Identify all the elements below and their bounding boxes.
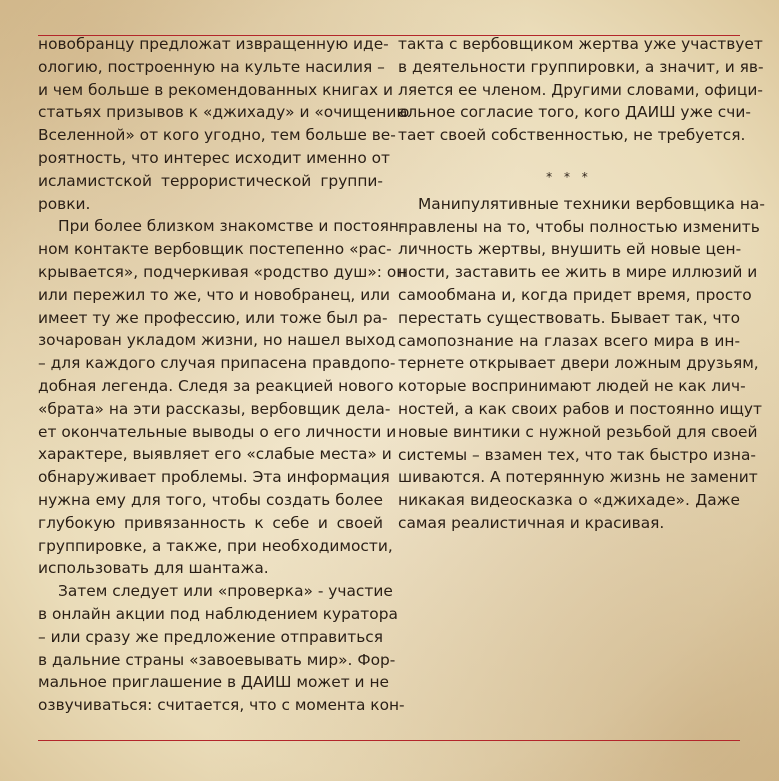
paragraph-start: При более близком знакомстве и постоян- [58,217,405,236]
text-line: озвучиваться: считается, что с момента кон- [38,696,405,715]
text-line: никакая видеосказка о «джихаде». Даже [398,491,740,510]
text-line: Вселенной» от кого угодно, тем больше ве- [38,126,396,145]
paragraph-start: Затем следует или «проверка» - участие [58,582,393,601]
text-line: самообмана и, когда придет время, просто [398,285,752,304]
text-line: шиваются. А потерянную жизнь не заменит [398,468,758,487]
text-line: – или сразу же предложение отправиться [38,627,383,646]
text-line: самопознание на глазах всего мира в ин- [398,331,740,350]
text-line: использовать для шантажа. [38,559,269,578]
text-line: зочарован укладом жизни, но нашел выход [38,331,396,350]
text-line: новобранцу предложат извращенную иде- [38,35,389,53]
text-line: самая реалистичная и красивая. [398,513,665,532]
text-line: в онлайн акции под наблюдением куратора [38,604,398,623]
paragraph-start: Манипулятивные техники вербовщика на- [418,194,765,213]
text-line: ном контакте вербовщик постепенно «рас- [38,240,392,259]
text-line: мальное приглашение в ДАИШ может и не [38,673,389,692]
spacer [398,147,740,156]
text-line: которые воспринимают людей не как лич- [398,377,746,396]
text-line: обнаруживает проблемы. Эта информация [38,468,390,487]
text-line: или пережил то же, что и новобранец, или [38,285,391,304]
text-line: ности, заставить ее жить в мире иллюзий и [398,263,758,282]
text-line: перестать существовать. Бывает так, что [398,308,740,327]
text-line: ет окончательные выводы о его личности и [38,422,397,441]
text-line: крывается», подчеркивая «родство душ»: он [38,262,407,281]
text-line: ологию, построенную на культе насилия – [38,57,385,76]
text-line: такта с вербовщиком жертва уже участвует [398,35,763,53]
text-line: роятность, что интерес исходит именно от [38,148,391,167]
section-separator: * * * [546,169,592,184]
text-line: альное согласие того, кого ДАИШ уже счи- [398,103,751,122]
text-line: глубокую привязанность к себе и своей [38,513,383,532]
text-line: ляется ее членом. Другими словами, офици- [398,80,763,99]
text-line: новые винтики с нужной резьбой для своей [398,422,758,441]
text-line: «брата» на эти рассказы, вербовщик дела- [38,399,391,418]
text-line: тает своей собственностью, не требуется. [398,126,746,145]
text-line: ровки. [38,194,91,213]
text-line: добная легенда. Следя за реакцией нового [38,376,394,395]
text-line: в деятельности группировки, а значит, и яв- [398,57,764,76]
text-line: тернете открывает двери ложным друзьям, [398,354,759,373]
text-line: системы – взамен тех, что так быстро изна- [398,445,756,464]
text-line: группировке, а также, при необходимости, [38,536,393,555]
text-line: в дальние страны «завоевывать мир». Фор- [38,650,396,669]
text-line: исламистской террористической группи- [38,171,383,190]
text-line: имеет ту же профессию, или тоже был ра- [38,308,388,327]
text-line: – для каждого случая припасена правдопо- [38,354,396,373]
text-line: личность жертвы, внушить ей новые цен- [398,240,742,259]
text-line: и чем больше в рекомендованных книгах и [38,80,393,99]
left-column [38,33,410,717]
right-column [398,33,765,535]
text-line: правлены на то, чтобы полностью изменить [398,217,760,236]
text-line: ностей, а как своих рабов и постоянно ищут [398,399,762,418]
bottom-rule [38,740,740,741]
text-line: характере, выявляет его «слабые места» и [38,445,392,464]
text-line: нужна ему для того, чтобы создать более [38,490,383,509]
text-line: статьях призывов к «джихаду» и «очищению [38,103,410,122]
